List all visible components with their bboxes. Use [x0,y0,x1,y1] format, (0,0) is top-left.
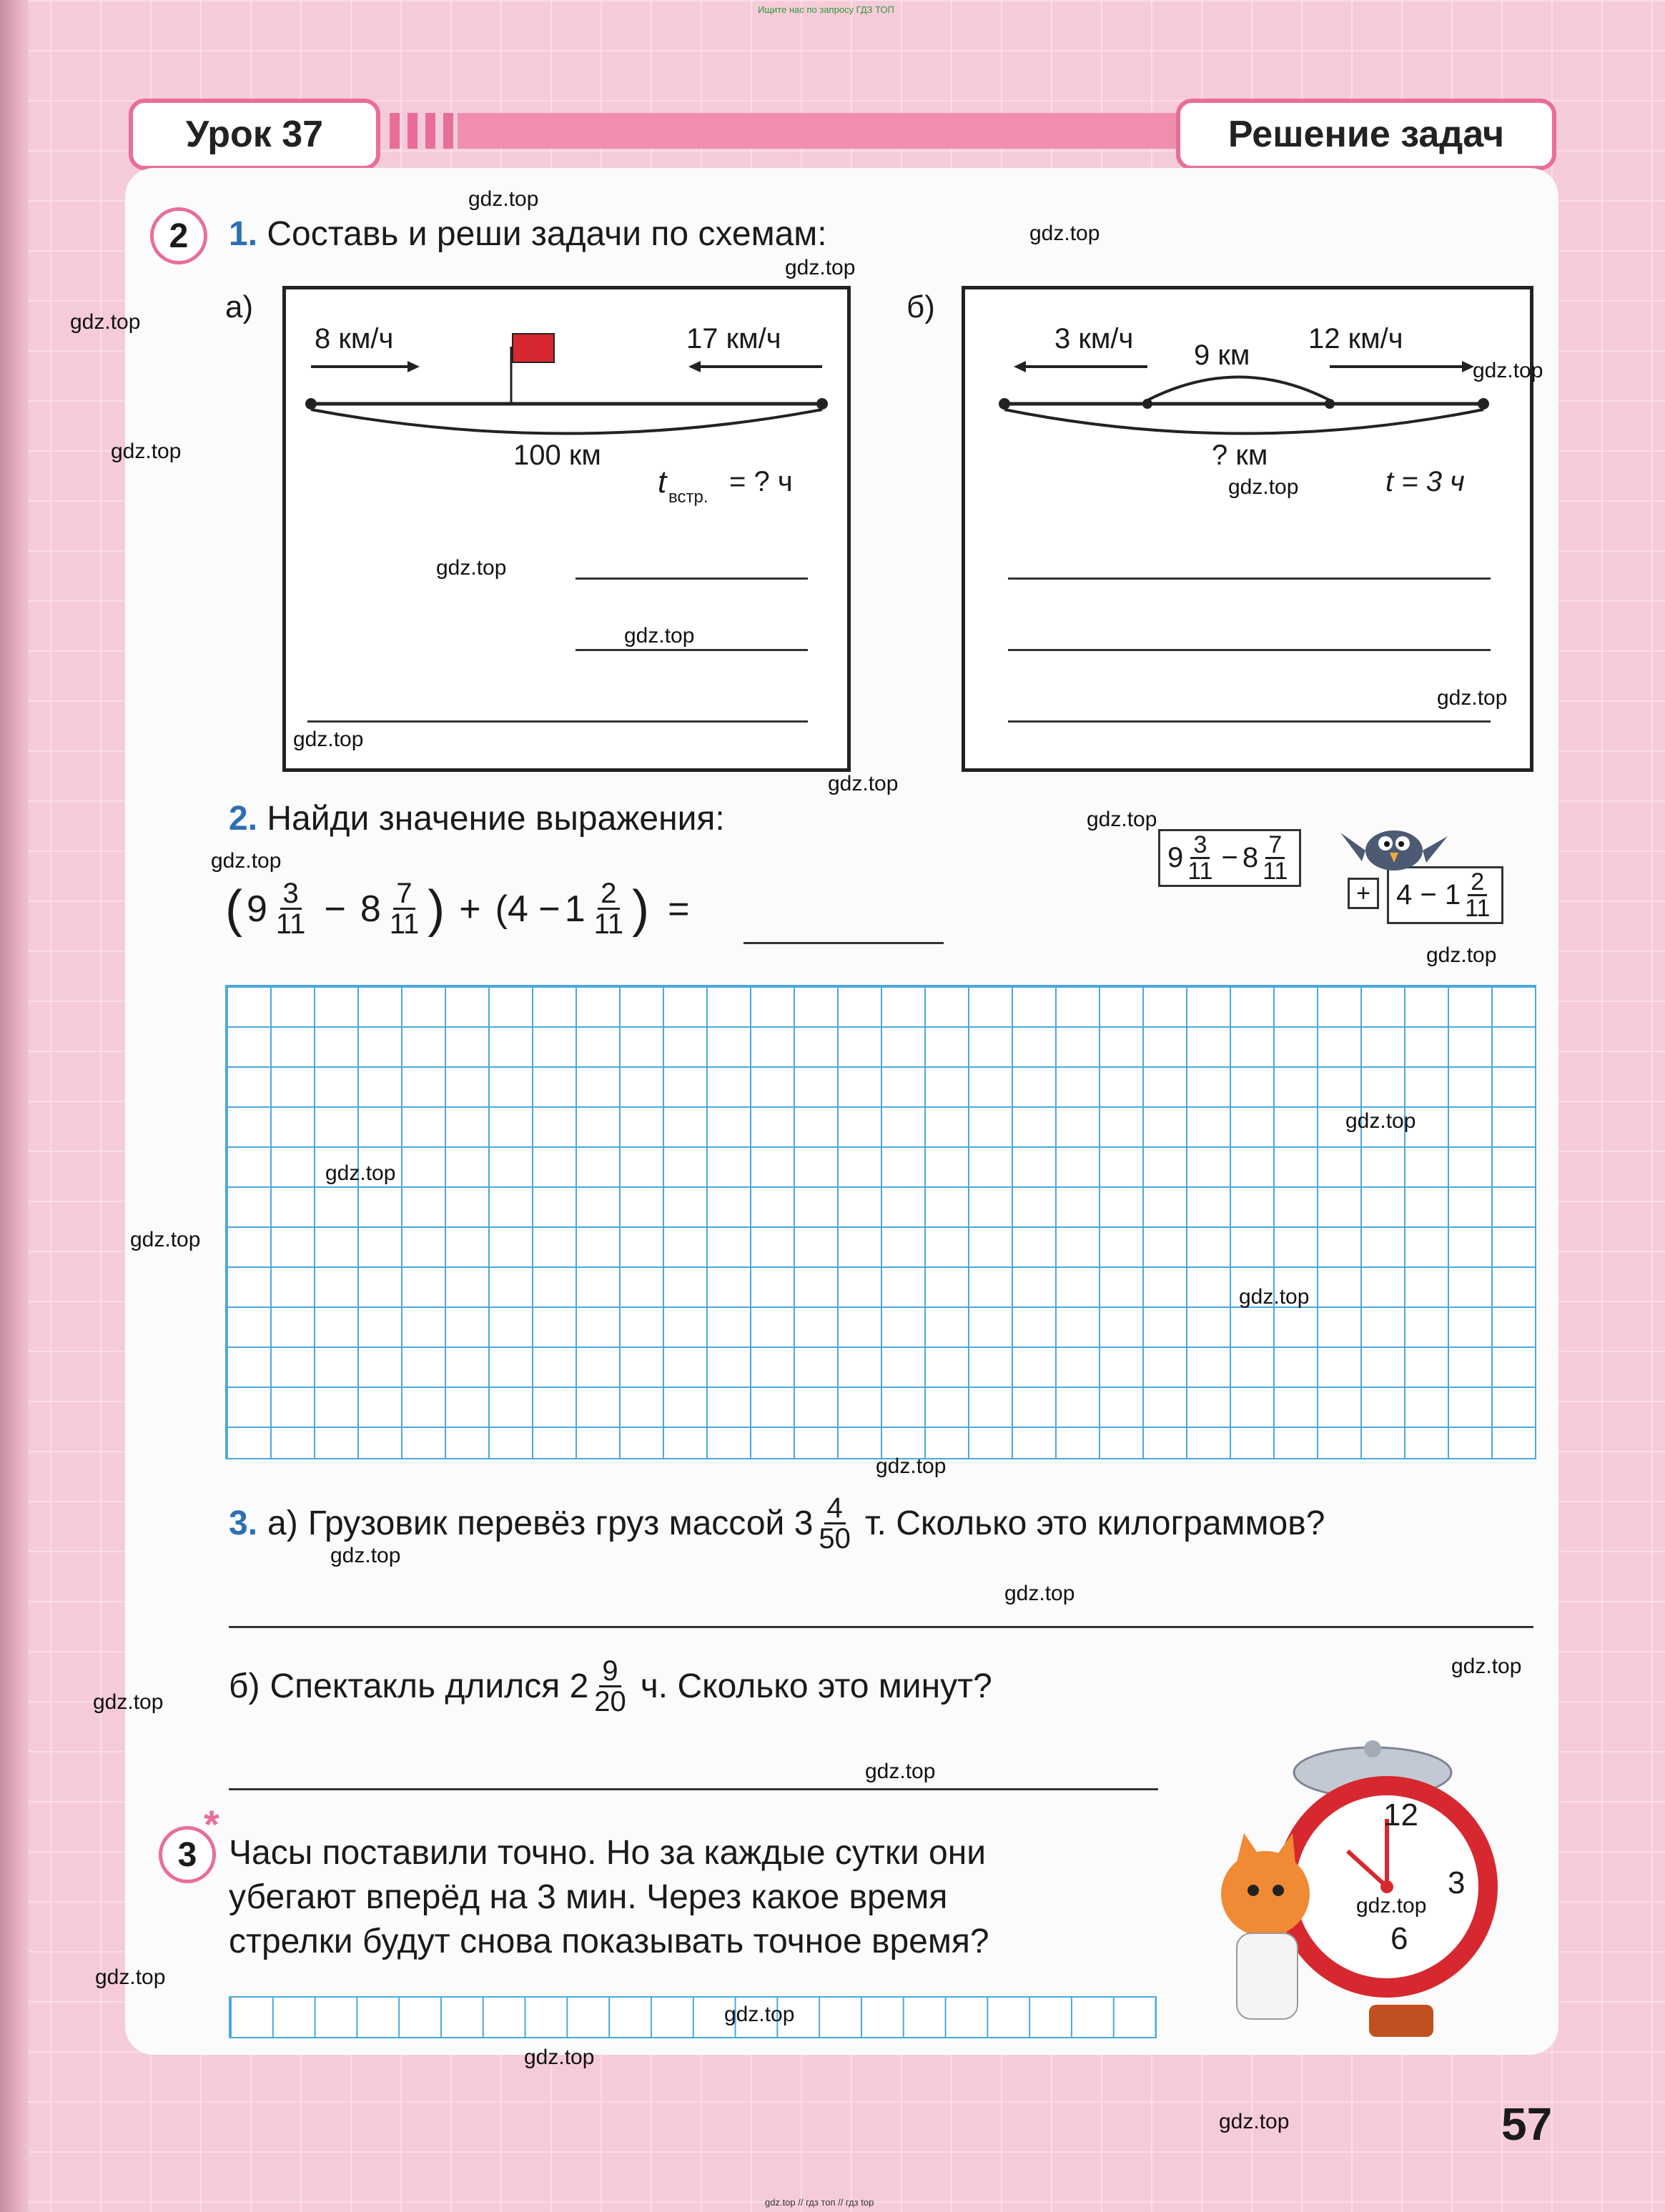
task1-heading [229,214,827,254]
watermark: gdz.top [524,2045,595,2069]
watermark: gdz.top [293,728,364,751]
plus-sign: + [459,888,481,930]
star-icon: * [204,1802,219,1847]
paren: ) [428,880,445,938]
answer-line[interactable] [1008,577,1491,580]
watermark: gdz.top [1087,808,1157,831]
hint-whole: 8 [1242,842,1259,873]
answer-line[interactable] [229,1626,1533,1628]
work-grid[interactable] [225,985,1536,1459]
expr-part: (4 − [495,888,560,930]
hint-part: 4 − 1 [1396,879,1461,911]
task3star-marker: 3 [159,1826,216,1883]
expr-whole: 9 [246,888,267,930]
expression [225,879,690,938]
answer-line[interactable] [1008,720,1491,723]
task3b-text: ч. Сколько это минут? [640,1667,992,1705]
watermark: gdz.top [1345,1109,1416,1133]
watermark: gdz.top [1029,222,1100,245]
answer-line[interactable] [1008,649,1491,651]
bird-icon [1337,811,1451,883]
watermark: gdz.top [865,1760,936,1783]
hint-whole: 9 [1167,842,1184,873]
lesson-label: Урок 37 [129,99,380,170]
scheme-a-t-value: = ? ч [729,466,793,497]
header-stripe-mark [407,113,418,149]
watermark: gdz.top [724,2003,795,2026]
answer-line[interactable] [229,1788,1158,1790]
page-number: 57 [1501,2098,1553,2150]
text-line: стрелки будут снова показывать точное время? [229,1923,989,1960]
equals-sign: = [668,888,690,930]
topic-label: Решение задач [1176,99,1556,170]
bottom-note: gdz.top // гдз топ // гдз top [765,2197,874,2208]
answer-line[interactable] [575,577,808,580]
fraction: $\frac{2}{11}$ [593,878,624,940]
scheme-a-distance: 100 км [513,440,601,471]
scheme-a-speed-right: 17 км/ч [686,323,781,354]
minus-sign: − [1221,842,1238,873]
fraction: $\frac{3}{11}$ [275,878,306,940]
watermark: gdz.top [93,1690,164,1714]
fraction: $\frac{3}{11}$ [1187,831,1213,885]
watermark: gdz.top [1451,1655,1522,1678]
header-stripe-mark [425,113,435,149]
task3a-text: Грузовик перевёз груз массой 3 [307,1504,814,1542]
watermark: gdz.top [1437,686,1508,710]
watermark: gdz.top [325,1161,396,1185]
scheme-a-speed-left: 8 км/ч [315,323,394,354]
paren: ) [632,880,650,938]
expr-whole: 1 [564,888,586,930]
scheme-b-gap: 9 км [1194,339,1250,371]
fraction: $\frac{9}{20}$ [594,1655,626,1717]
task3b [229,1657,992,1716]
watermark: gdz.top [785,256,856,279]
watermark: gdz.top [1219,2110,1290,2133]
task1-number: 1. [229,215,258,253]
task1-title: Составь и реши задачи по схемам: [267,215,827,253]
clock-number-6: 6 [1390,1921,1408,1956]
watermark: gdz.top [1004,1582,1075,1605]
scheme-a-t-sub: встр. [668,487,708,507]
clock-number-3: 3 [1448,1865,1466,1900]
task3-number: 3. [229,1504,258,1542]
expr-whole: 8 [360,888,381,930]
task3a-text: т. Сколько это килограммов? [864,1504,1325,1542]
watermark: gdz.top [876,1454,947,1478]
watermark: gdz.top [95,1965,166,1989]
scheme-a-t: t [658,465,667,500]
watermark: gdz.top [211,849,282,873]
watermark: gdz.top [70,310,141,334]
watermark: gdz.top [624,624,695,648]
task3b-text: Спектакль длился 2 [270,1667,589,1705]
watermark: gdz.top [1473,359,1543,382]
watermark: gdz.top [436,556,507,580]
hint-box-top [1158,829,1301,887]
top-note: Ищите нас по запросу ГДЗ ТОП [758,4,894,15]
watermark: gdz.top [111,440,182,463]
fraction: $\frac{4}{50}$ [819,1492,851,1554]
fraction: $\frac{7}{11}$ [1263,831,1288,885]
task2-title: Найди значение выражения: [267,800,725,838]
task-marker: 2 [150,207,207,264]
fraction: $\frac{2}{11}$ [1465,868,1491,922]
header-stripe-mark [390,113,400,149]
watermark: gdz.top [1228,475,1299,499]
watermark: gdz.top [1239,1285,1310,1309]
task3star-text [229,1831,989,1964]
answer-line[interactable] [307,720,808,723]
clock-number-12: 12 [1383,1797,1418,1832]
watermark: gdz.top [828,772,899,795]
answer-line[interactable] [575,649,808,651]
cat-clock-illustration [1208,1733,1523,2048]
watermark: gdz.top [1426,943,1497,967]
hint-plus-box: + [1348,878,1379,909]
answer-cells[interactable] [229,1996,1157,2038]
book-spine [0,0,29,2212]
text-line: Часы поставили точно. Но за каждые сутки они [229,1834,987,1872]
watermark: gdz.top [130,1228,201,1251]
scheme-b-speed-left: 3 км/ч [1054,323,1134,354]
watermark: gdz.top [468,187,539,211]
text-line: убегают вперёд на 3 мин. Через какое время [229,1878,948,1916]
fraction: $\frac{7}{11}$ [389,878,420,940]
scheme-b-speed-right: 12 км/ч [1308,323,1403,354]
watermark: gdz.top [330,1544,401,1567]
scheme-b-t-value: t = 3 ч [1385,466,1465,497]
task2-heading [229,799,725,838]
minus-sign: − [324,888,346,930]
task3a-label: а) [267,1504,298,1542]
answer-line[interactable] [743,942,944,944]
task2-number: 2. [229,800,258,838]
scheme-b-distance: ? км [1212,440,1268,471]
scheme-a-label: а) [225,289,254,324]
header-stripe [458,113,1180,149]
watermark: gdz.top [1356,1894,1427,1918]
scheme-b-label: б) [906,289,935,324]
header-stripe-mark [443,113,453,149]
paren: ( [225,880,242,938]
task3b-label: б) [229,1667,260,1705]
